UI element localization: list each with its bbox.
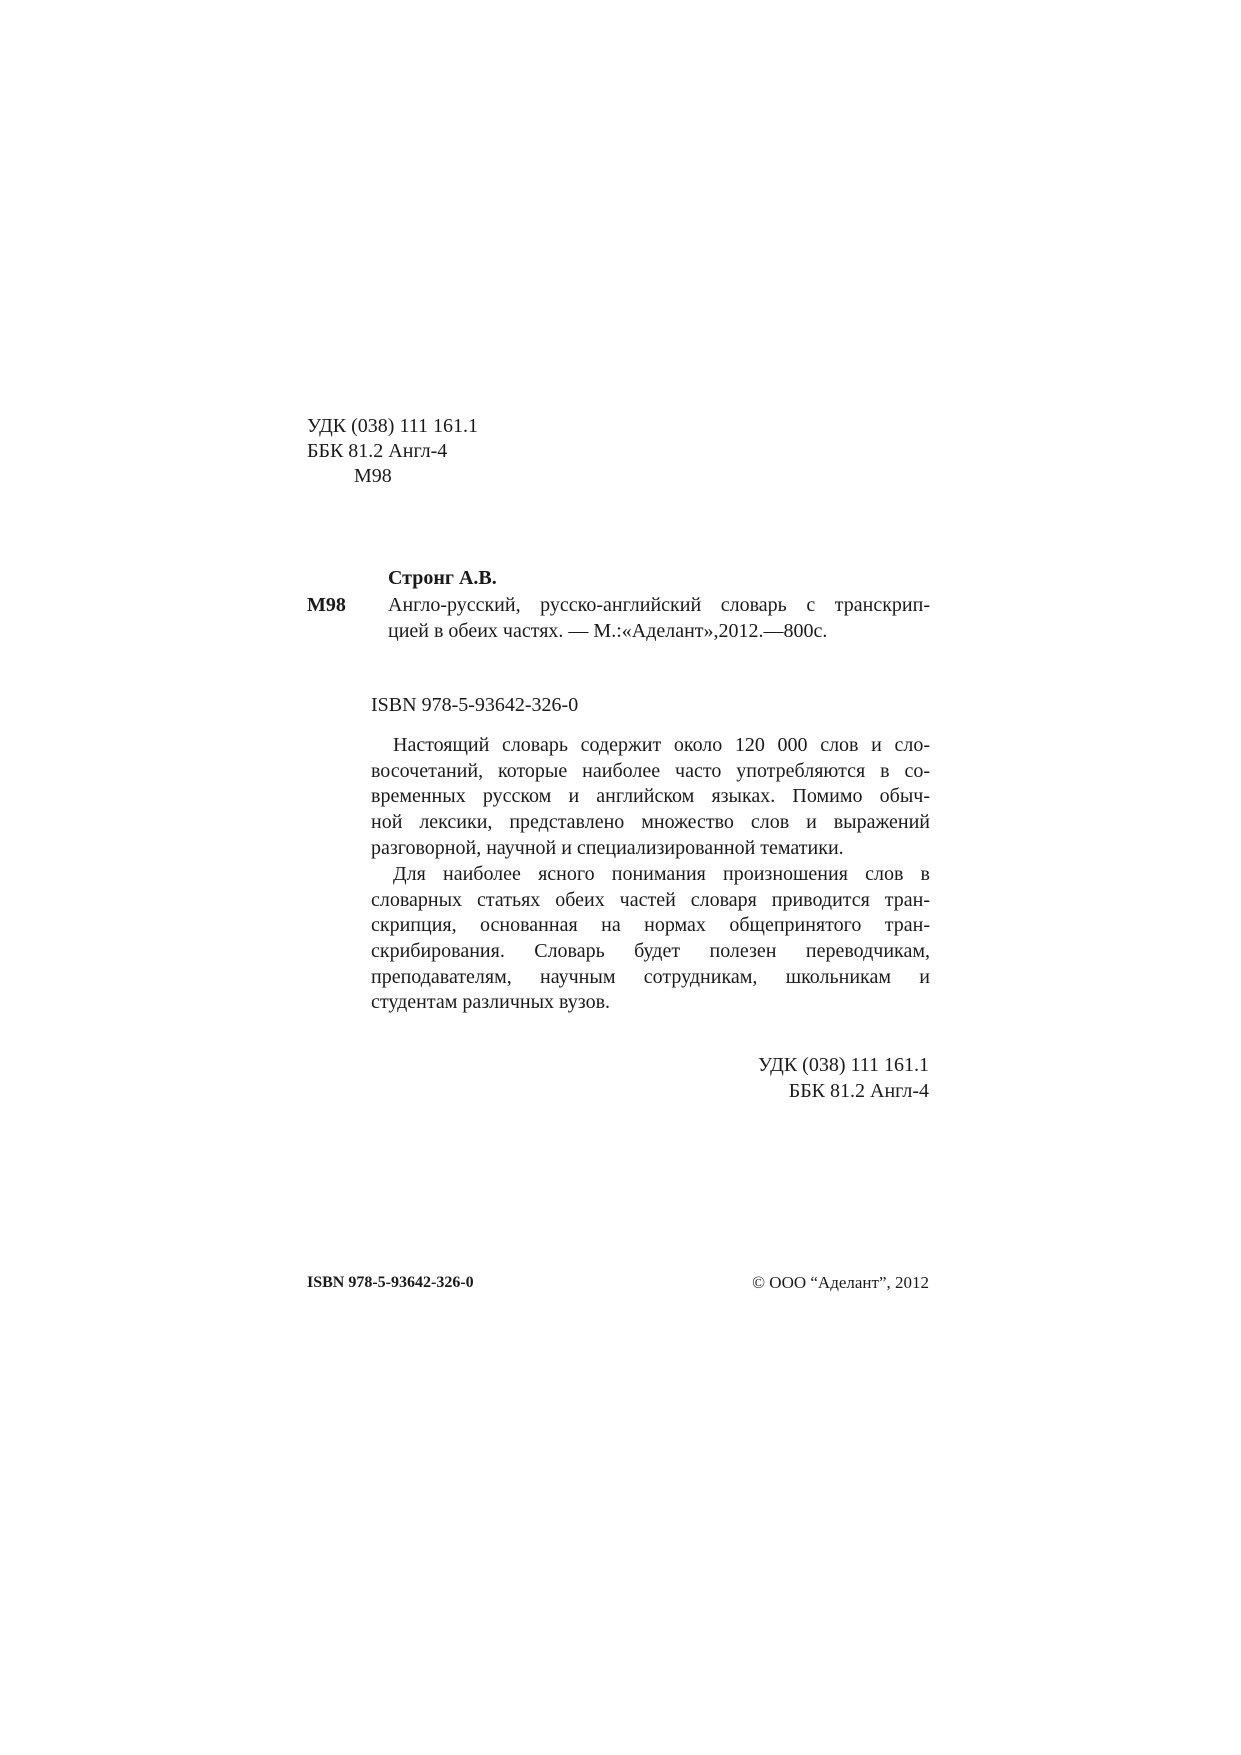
annotation-line: преподавателям, научным сотрудникам, школьникам и [371,965,930,988]
annotation-paragraph [371,862,930,1016]
annotation-line: скрибирования. Словарь будет полезен переводчикам, [371,940,930,963]
bbk-code: ББК 81.2 Англ-4 [788,1080,929,1102]
author-sign-bold: М98 [307,594,346,616]
udk-code: УДК (038) 111 161.1 [758,1054,929,1076]
author-sign: М98 [354,465,392,487]
annotation-line: студентам различных вузов. [371,991,611,1014]
copyright-notice: © ООО “Аделант”, 2012 [752,1273,929,1292]
footer-isbn: ISBN 978-5-93642-326-0 [307,1274,474,1291]
annotation-line: восочетаний, которые наиболее часто употребляются в со- [371,759,930,782]
book-title-line: Англо-русский, русско-английский словарь с транскрип- [388,594,930,616]
annotation-line: временных русском и английском языках. Помимо обыч- [371,785,930,808]
author-name: Стронг А.В. [388,567,497,589]
udk-code: УДК (038) 111 161.1 [307,415,478,437]
annotation-line: Настоящий словарь содержит около 120 000 слов и сло- [393,734,930,756]
annotation-line: Для наиболее ясного понимания произношения слов в [393,863,930,885]
annotation-line: ной лексики, представлено множество слов и выражений [371,811,930,834]
annotation-paragraph [371,733,930,861]
annotation-line: скрипция, основанная на нормах общепринятого тран- [371,914,930,937]
annotation-line: словарных статьях обеих частей словаря приводится тран- [371,888,930,911]
isbn: ISBN 978-5-93642-326-0 [371,694,579,716]
annotation-line: разговорной, научной и специализированной тематики. [371,836,844,859]
bbk-code: ББК 81.2 Англ-4 [307,440,448,462]
book-title-line: цией в обеих частях. — М.:«Аделант»,2012.—800с. [388,620,828,642]
